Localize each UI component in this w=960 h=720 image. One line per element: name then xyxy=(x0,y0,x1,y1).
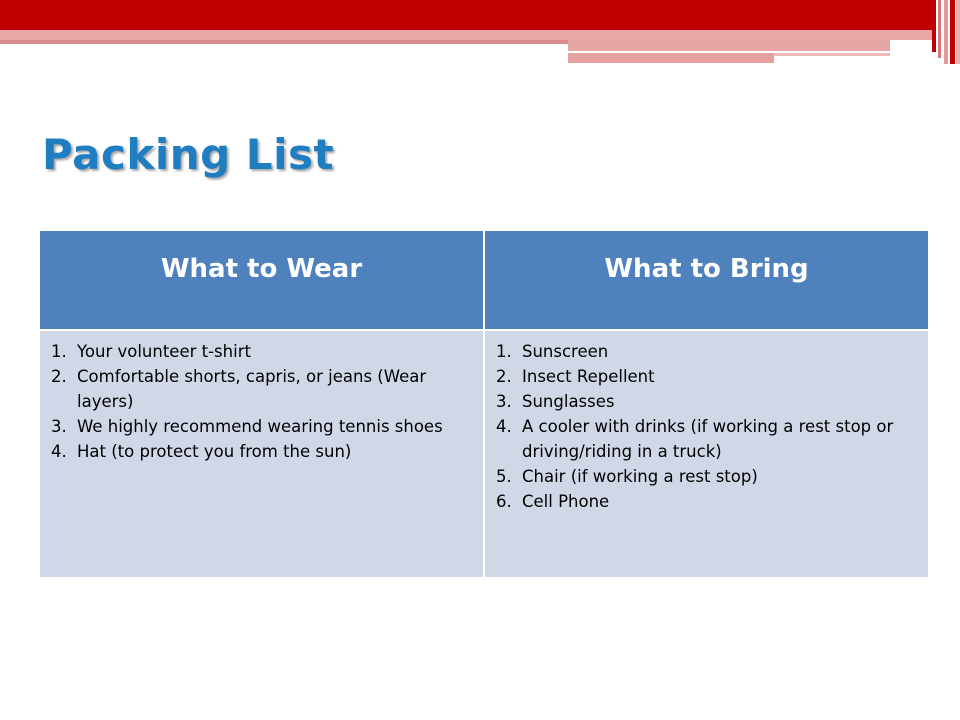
item-text: Hat (to protect you from the sun) xyxy=(77,442,352,461)
packing-table xyxy=(40,231,928,577)
banner-red-band xyxy=(0,0,932,30)
decorative-banner xyxy=(0,0,960,70)
banner-stripe xyxy=(956,0,960,64)
item-text: Sunglasses xyxy=(522,392,615,411)
list-item xyxy=(50,339,473,364)
item-text: Insect Repellent xyxy=(522,367,655,386)
column-header-bring: What to Bring xyxy=(484,231,928,330)
item-text: Chair (if working a rest stop) xyxy=(522,467,758,486)
wear-cell xyxy=(40,330,484,577)
bring-cell xyxy=(484,330,928,577)
banner-pink-band xyxy=(568,53,774,63)
item-number: 1. xyxy=(51,342,67,361)
item-number: 4. xyxy=(496,417,512,436)
item-text: A cooler with drinks (if working a rest stop or driving/riding in a truck) xyxy=(522,417,894,461)
banner-pink-band xyxy=(774,53,890,56)
item-text: Your volunteer t-shirt xyxy=(77,342,251,361)
bring-list xyxy=(495,339,918,514)
list-item xyxy=(495,414,918,464)
banner-stripe xyxy=(938,0,941,58)
list-item xyxy=(495,364,918,389)
banner-pink-band xyxy=(0,40,568,44)
table-header-row xyxy=(40,231,928,330)
wear-list xyxy=(50,339,473,464)
item-number: 3. xyxy=(496,392,512,411)
banner-stripe xyxy=(950,0,955,64)
list-item xyxy=(50,439,473,464)
page-title: Packing List xyxy=(42,130,335,179)
item-text: Sunscreen xyxy=(522,342,609,361)
column-header-wear: What to Wear xyxy=(40,231,484,330)
item-number: 4. xyxy=(51,442,67,461)
item-number: 2. xyxy=(496,367,512,386)
item-text: Cell Phone xyxy=(522,492,610,511)
table-row xyxy=(40,330,928,577)
banner-stripe xyxy=(932,0,936,52)
list-item xyxy=(495,489,918,514)
item-number: 6. xyxy=(496,492,512,511)
list-item xyxy=(495,339,918,364)
item-number: 2. xyxy=(51,367,67,386)
item-number: 3. xyxy=(51,417,67,436)
list-item xyxy=(495,464,918,489)
list-item xyxy=(495,389,918,414)
item-text: Comfortable shorts, capris, or jeans (Wear layers) xyxy=(77,367,427,411)
banner-pink-band xyxy=(0,30,932,40)
item-text: We highly recommend wearing tennis shoes xyxy=(77,417,443,436)
banner-stripe xyxy=(944,0,948,64)
list-item xyxy=(50,414,473,439)
item-number: 1. xyxy=(496,342,512,361)
item-number: 5. xyxy=(496,467,512,486)
list-item xyxy=(50,364,473,414)
